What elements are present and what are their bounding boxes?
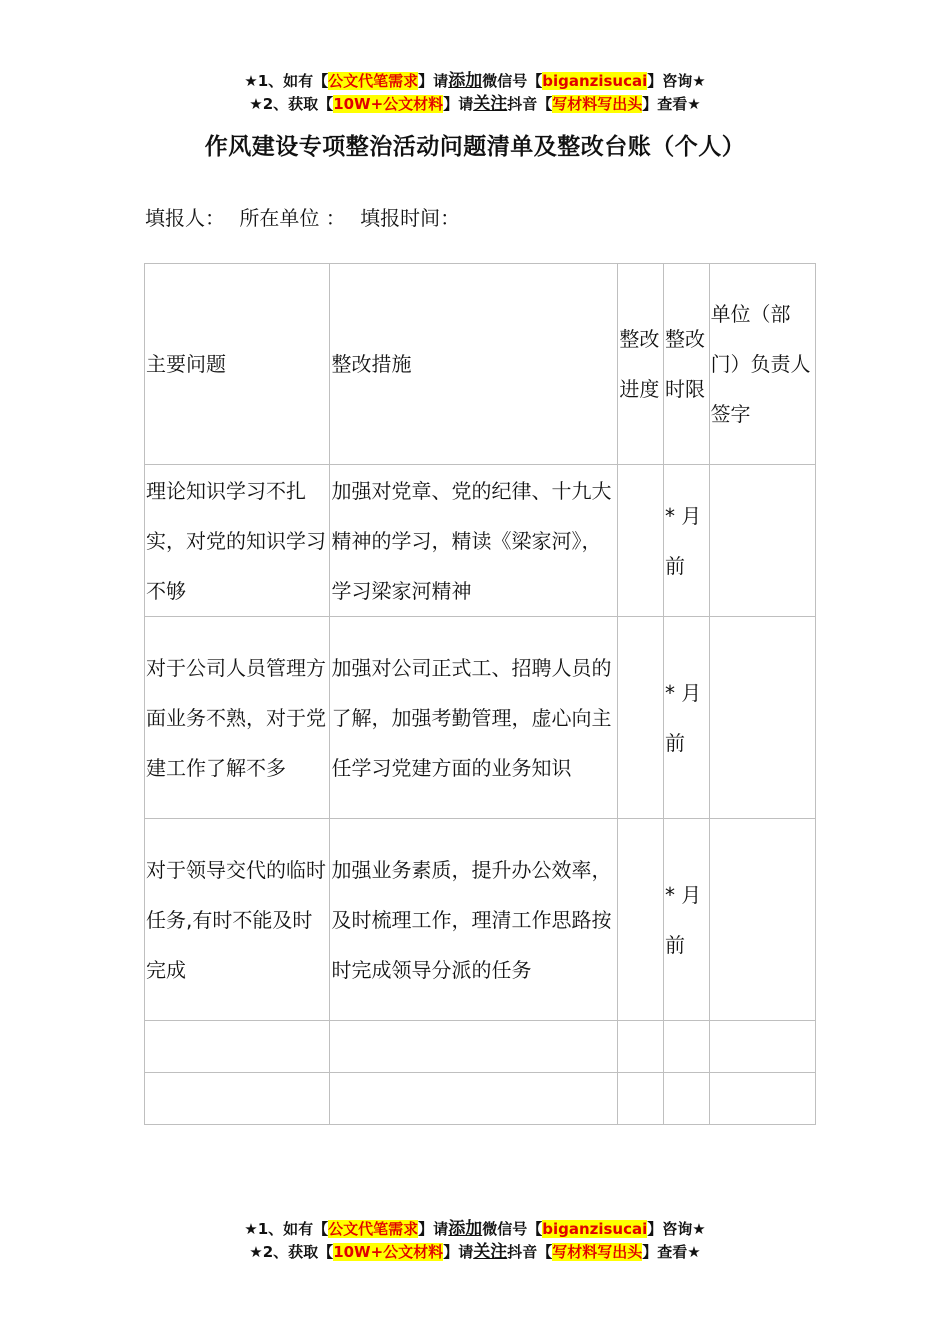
promo-text: 抖音【 — [507, 95, 553, 113]
promo-underline: 添加 — [448, 1219, 483, 1239]
empty-row — [145, 1021, 816, 1073]
problem-cell: 对于公司人员管理方面业务不熟，对于党建工作了解不多 — [145, 617, 330, 819]
progress-cell — [618, 617, 664, 819]
promo-text: 】咨询★ — [647, 72, 706, 90]
measure-cell: 加强业务素质，提升办公效率，及时梳理工作，理清工作思路按时完成领导分派的任务 — [330, 819, 618, 1021]
empty-cell — [330, 1021, 618, 1073]
promo-text: 】查看★ — [642, 1243, 701, 1261]
promo-text: ★2、获取【 — [249, 95, 334, 113]
empty-cell — [663, 1021, 709, 1073]
table-row — [145, 819, 816, 1021]
promo-text: ★1、如有【 — [244, 1220, 329, 1238]
empty-row — [145, 1073, 816, 1125]
promo-line-2 — [0, 1241, 950, 1264]
promo-underline: 关注 — [473, 94, 508, 114]
problem-cell: 对于领导交代的临时任务,有时不能及时完成 — [145, 819, 330, 1021]
form-meta — [145, 202, 468, 231]
rectification-ledger-table — [144, 263, 816, 1125]
unit-label: 所在单位 ： — [239, 206, 346, 230]
sign-cell — [709, 617, 815, 819]
empty-cell — [618, 1073, 664, 1125]
measure-cell: 加强对党章、党的纪律、十九大精神的学习，精读《梁家河》，学习梁家河精神 — [330, 465, 618, 617]
deadline-cell: * 月前 — [663, 819, 709, 1021]
promo-text: 】请 — [418, 72, 449, 90]
douyin-id: 写材料写出头 — [552, 95, 643, 113]
promo-text: 微信号【 — [482, 72, 543, 90]
promo-underline: 添加 — [448, 71, 483, 91]
header-sign: 单位（部门）负责人签字 — [709, 264, 815, 465]
empty-cell — [618, 1021, 664, 1073]
promo-text: 微信号【 — [482, 1220, 543, 1238]
promo-text: 】查看★ — [642, 95, 701, 113]
promo-text: ★1、如有【 — [244, 72, 329, 90]
page-title: 作风建设专项整治活动问题清单及整改台账（个人） — [204, 134, 746, 160]
empty-cell — [663, 1073, 709, 1125]
time-label: 填报时间： — [360, 206, 461, 230]
promo-banner-bottom — [0, 1218, 950, 1264]
promo-line-2 — [0, 93, 950, 116]
table-row — [145, 465, 816, 617]
table-row — [145, 617, 816, 819]
header-progress: 整改进度 — [618, 264, 664, 465]
empty-cell — [330, 1073, 618, 1125]
sign-cell — [709, 465, 815, 617]
progress-cell — [618, 465, 664, 617]
problem-cell: 理论知识学习不扎实，对党的知识学习不够 — [145, 465, 330, 617]
wechat-id: biganzisucai — [542, 72, 648, 90]
promo-underline: 关注 — [473, 1242, 508, 1262]
promo-text: 】请 — [443, 95, 474, 113]
header-measure: 整改措施 — [330, 264, 618, 465]
header-problem: 主要问题 — [145, 264, 330, 465]
promo-text: 】请 — [418, 1220, 449, 1238]
wechat-id: biganzisucai — [542, 1220, 648, 1238]
promo-text: 】请 — [443, 1243, 474, 1261]
progress-cell — [618, 819, 664, 1021]
header-deadline: 整改时限 — [663, 264, 709, 465]
empty-cell — [709, 1073, 815, 1125]
sign-cell — [709, 819, 815, 1021]
table-header-row — [145, 264, 816, 465]
measure-cell: 加强对公司正式工、招聘人员的了解，加强考勤管理，虚心向主任学习党建方面的业务知识 — [330, 617, 618, 819]
empty-cell — [709, 1021, 815, 1073]
promo-highlight: 10W+公文材料 — [333, 1243, 444, 1261]
empty-cell — [145, 1021, 330, 1073]
promo-banner-top — [0, 70, 950, 116]
promo-highlight: 10W+公文材料 — [333, 95, 444, 113]
promo-text: 】咨询★ — [647, 1220, 706, 1238]
promo-highlight: 公文代笔需求 — [328, 72, 419, 90]
douyin-id: 写材料写出头 — [552, 1243, 643, 1261]
promo-highlight: 公文代笔需求 — [328, 1220, 419, 1238]
promo-text: ★2、获取【 — [249, 1243, 334, 1261]
promo-line-1 — [0, 1218, 950, 1241]
empty-cell — [145, 1073, 330, 1125]
promo-text: 抖音【 — [507, 1243, 553, 1261]
promo-line-1 — [0, 70, 950, 93]
deadline-cell: * 月前 — [663, 617, 709, 819]
deadline-cell: * 月前 — [663, 465, 709, 617]
filler-label: 填报人： — [145, 206, 225, 230]
